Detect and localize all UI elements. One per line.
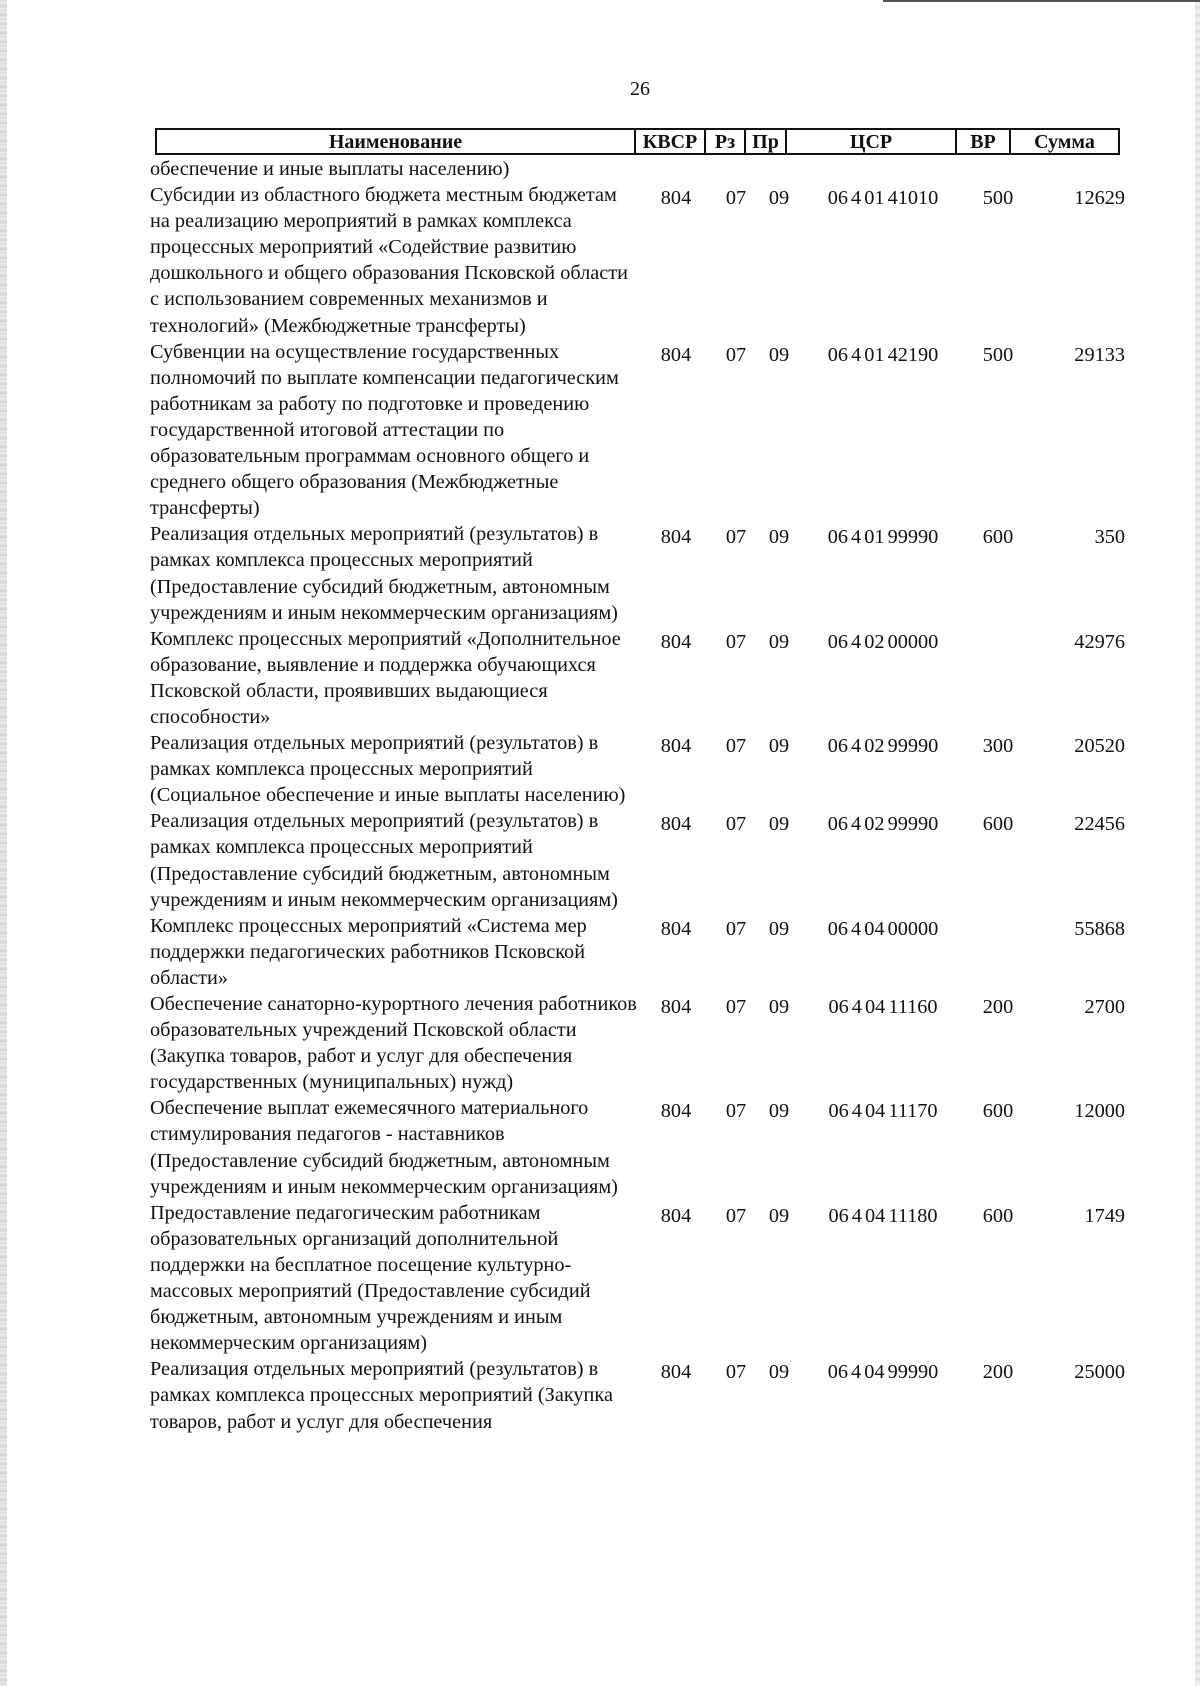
row-kvsr: 804 bbox=[660, 813, 692, 836]
row-vr: 600 bbox=[982, 1100, 1014, 1123]
row-csr: 06 4 04 11180 bbox=[828, 1204, 938, 1227]
row-csr: 06 4 01 99990 bbox=[827, 526, 939, 549]
row-sum: 12000 bbox=[1074, 1100, 1125, 1123]
row-rz: 07 bbox=[725, 917, 747, 940]
row-csr: 06 4 02 99990 bbox=[827, 735, 939, 758]
row-rz: 07 bbox=[725, 1100, 747, 1123]
header-rz: Рз bbox=[706, 130, 746, 153]
row-pr: 09 bbox=[768, 1100, 790, 1123]
table-row bbox=[150, 521, 1125, 625]
row-name: Реализация отдельных мероприятий (результатов) в рамках комплекса процессных мероприятий (Предоставление субсидий бюджетным, автономным учреждениям и иным некоммерческим организациям) bbox=[150, 523, 618, 624]
row-kvsr bbox=[640, 156, 712, 159]
row-name: Реализация отдельных мероприятий (результатов) в рамках комплекса процессных мероприятий (Закупка товаров, работ и услуг для обеспечения bbox=[150, 1358, 613, 1433]
row-sum: 55868 bbox=[1074, 917, 1125, 940]
row-vr bbox=[968, 913, 1028, 916]
row-csr: 06 4 02 00000 bbox=[827, 630, 939, 653]
row-kvsr: 804 bbox=[660, 917, 692, 940]
table-row bbox=[150, 1095, 1125, 1199]
row-sum: 25000 bbox=[1074, 1361, 1125, 1384]
row-vr: 600 bbox=[982, 813, 1014, 836]
row-vr: 200 bbox=[982, 996, 1014, 1018]
table-row bbox=[150, 626, 1125, 730]
row-pr: 09 bbox=[768, 526, 790, 549]
row-vr bbox=[968, 156, 1028, 159]
row-sum: 22456 bbox=[1074, 813, 1125, 836]
row-sum: 350 bbox=[1094, 526, 1125, 549]
row-kvsr: 804 bbox=[660, 1100, 692, 1123]
row-name: Субвенции на осуществление государственных полномочий по выплате компенсации педагогическим работникам за работу по подготовке и проведению государственной итоговой аттестации по образовательным программам основного общего и среднего общего образования (Межбюджетные трансферты) bbox=[150, 340, 619, 520]
row-kvsr: 804 bbox=[660, 630, 692, 653]
table-row bbox=[150, 808, 1125, 912]
row-csr: 06 4 01 41010 bbox=[827, 187, 939, 210]
row-pr: 09 bbox=[768, 996, 790, 1018]
row-sum: 12629 bbox=[1074, 187, 1125, 210]
row-pr: 09 bbox=[768, 1204, 790, 1227]
row-csr: 06 4 04 11160 bbox=[828, 996, 938, 1018]
row-kvsr: 804 bbox=[660, 735, 692, 758]
row-pr: 09 bbox=[768, 813, 790, 836]
header-kvsr: КВСР bbox=[636, 130, 706, 153]
header-name: Наименование bbox=[157, 130, 636, 153]
row-vr bbox=[968, 626, 1028, 629]
row-vr: 600 bbox=[982, 1204, 1014, 1227]
row-csr: 06 4 04 00000 bbox=[827, 917, 939, 940]
row-rz: 07 bbox=[725, 526, 747, 549]
row-name: Предоставление педагогическим работникам образовательных организаций дополнительной поддержки на бесплатное посещение культурно-массовых мероприятий (Предоставление субсидий бюджетным, автономным учреждениям и иным некоммерческим организациям) bbox=[150, 1201, 591, 1355]
row-sum: 42976 bbox=[1074, 630, 1125, 653]
row-rz: 07 bbox=[725, 813, 747, 836]
scan-line-top bbox=[883, 0, 1200, 2]
table-row bbox=[150, 1356, 1125, 1434]
row-pr: 09 bbox=[768, 735, 790, 758]
row-sum: 29133 bbox=[1074, 343, 1125, 366]
table-row bbox=[150, 182, 1125, 339]
table-row bbox=[150, 730, 1125, 808]
row-name: Комплекс процессных мероприятий «Дополнительное образование, выявление и поддержка обучающихся Псковской области, проявивших выдающиеся способности» bbox=[150, 627, 621, 728]
header-csr: ЦСР bbox=[787, 130, 957, 153]
row-sum bbox=[1028, 156, 1125, 159]
row-kvsr: 804 bbox=[660, 187, 692, 210]
row-vr: 500 bbox=[982, 343, 1014, 366]
table-row bbox=[150, 339, 1125, 522]
row-rz: 07 bbox=[725, 1204, 747, 1227]
row-kvsr: 804 bbox=[660, 526, 692, 549]
row-rz bbox=[712, 156, 760, 159]
row-csr: 06 4 01 42190 bbox=[827, 343, 939, 366]
page-number: 26 bbox=[630, 78, 650, 100]
row-rz: 07 bbox=[725, 343, 747, 366]
row-rz: 07 bbox=[725, 735, 747, 758]
scan-edge-right bbox=[1195, 0, 1200, 1686]
table-header bbox=[155, 128, 1120, 155]
table-row bbox=[150, 913, 1125, 991]
header-pr: Пр bbox=[746, 130, 787, 153]
table-row bbox=[150, 991, 1125, 1095]
row-rz: 07 bbox=[725, 1361, 747, 1384]
row-csr: 06 4 04 99990 bbox=[827, 1361, 939, 1384]
row-name: Комплекс процессных мероприятий «Система мер поддержки педагогических работников Псковской области» bbox=[150, 914, 587, 989]
row-name: Реализация отдельных мероприятий (результатов) в рамках комплекса процессных мероприятий (Социальное обеспечение и иные выплаты населению) bbox=[150, 732, 626, 807]
row-name: Обеспечение выплат ежемесячного материального стимулирования педагогов - наставников (Предоставление субсидий бюджетным, автономным учреждениям и иным некоммерческим организациям) bbox=[150, 1097, 618, 1198]
row-kvsr: 804 bbox=[660, 343, 692, 366]
row-vr: 200 bbox=[982, 1361, 1014, 1384]
table-body bbox=[150, 156, 1125, 1435]
row-name: Реализация отдельных мероприятий (результатов) в рамках комплекса процессных мероприятий (Предоставление субсидий бюджетным, автономным учреждениям и иным некоммерческим организациям) bbox=[150, 810, 618, 911]
row-rz: 07 bbox=[725, 996, 747, 1018]
row-vr: 300 bbox=[982, 735, 1014, 758]
row-kvsr: 804 bbox=[660, 1361, 692, 1384]
row-pr: 09 bbox=[768, 917, 790, 940]
row-name: обеспечение и иные выплаты населению) bbox=[150, 158, 510, 180]
table-row bbox=[150, 156, 1125, 182]
scan-edge-left bbox=[0, 0, 7, 1686]
row-csr bbox=[798, 156, 968, 159]
row-vr: 500 bbox=[982, 187, 1014, 210]
row-kvsr: 804 bbox=[660, 1204, 692, 1227]
row-pr bbox=[760, 156, 798, 159]
header-vr: ВР bbox=[957, 130, 1011, 153]
row-sum: 20520 bbox=[1074, 735, 1125, 758]
row-csr: 06 4 04 11170 bbox=[828, 1100, 938, 1123]
row-pr: 09 bbox=[768, 187, 790, 210]
row-pr: 09 bbox=[768, 343, 790, 366]
row-rz: 07 bbox=[725, 187, 747, 210]
row-sum: 2700 bbox=[1084, 996, 1125, 1018]
row-kvsr: 804 bbox=[660, 996, 692, 1018]
row-sum: 1749 bbox=[1084, 1204, 1125, 1227]
row-vr: 600 bbox=[982, 526, 1014, 549]
row-name: Субсидии из областного бюджета местным бюджетам на реализацию мероприятий в рамках комплекса процессных мероприятий «Содействие развитию дошкольного и общего образования Псковской области с использованием современных механизмов и технологий» (Межбюджетные трансферты) bbox=[150, 184, 628, 337]
row-pr: 09 bbox=[768, 1361, 790, 1384]
row-rz: 07 bbox=[725, 630, 747, 653]
row-pr: 09 bbox=[768, 630, 790, 653]
table-row bbox=[150, 1200, 1125, 1357]
row-name: Обеспечение санаторно-курортного лечения работников образовательных учреждений Псковской области (Закупка товаров, работ и услуг для обеспечения государственных (муниципальных) нужд) bbox=[150, 993, 637, 1094]
row-csr: 06 4 02 99990 bbox=[827, 813, 939, 836]
header-sum: Сумма bbox=[1034, 131, 1095, 153]
